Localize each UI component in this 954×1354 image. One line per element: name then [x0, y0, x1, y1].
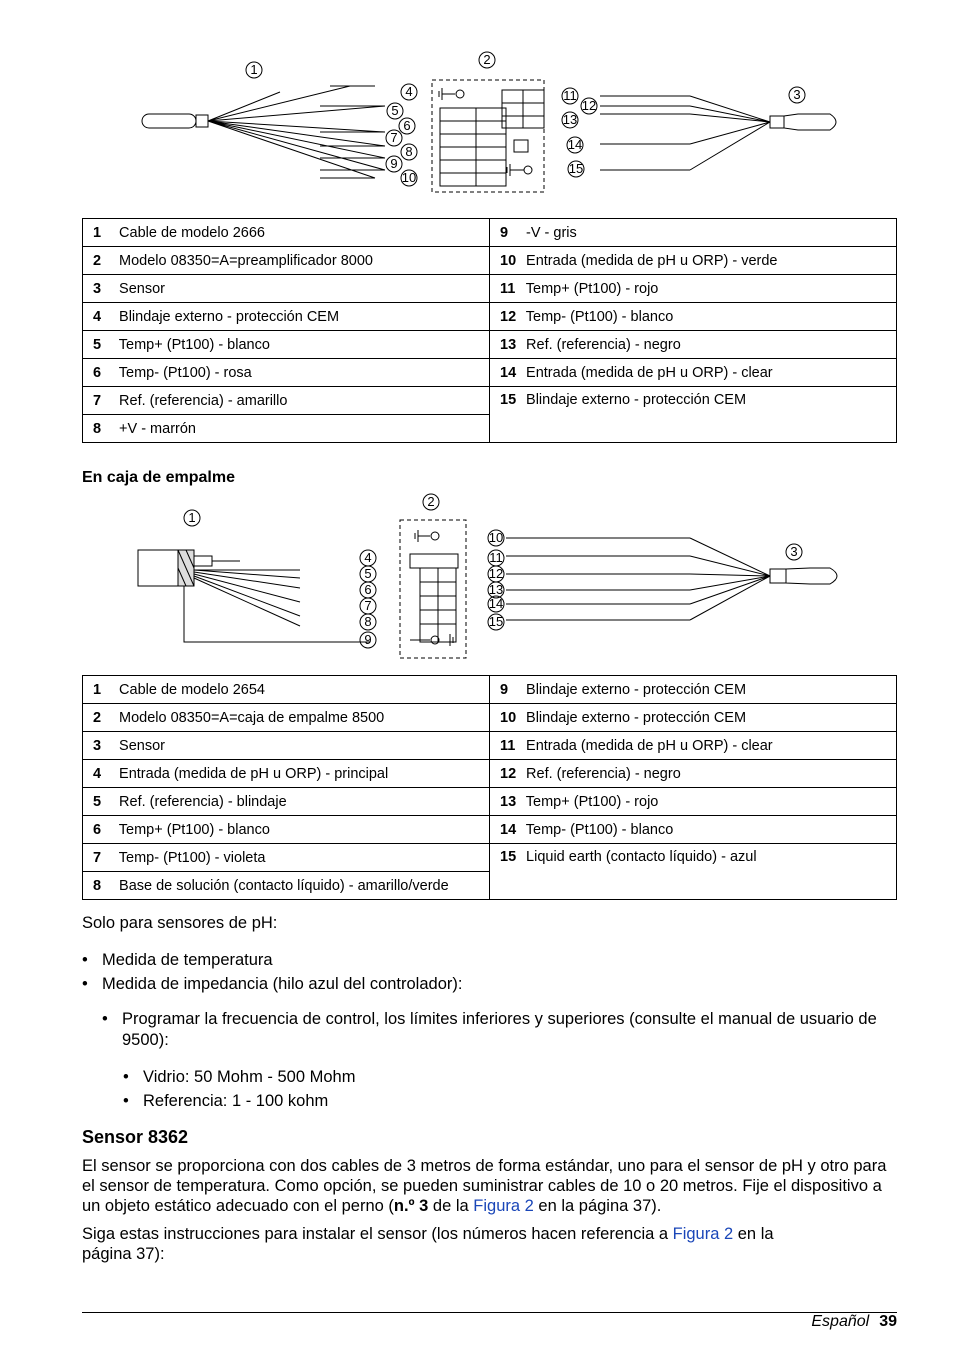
fig1-callout-11: 11: [563, 88, 577, 103]
table-row: 7 Temp- (Pt100) - violeta 15 Liquid earth (contacto líquido) - azul: [83, 844, 897, 872]
table-row: 4 Blindaje externo - protección CEM 12 Temp- (Pt100) - blanco: [83, 303, 897, 331]
fig1-callout-3: 3: [793, 87, 801, 102]
table-row: 3 Sensor 11 Temp+ (Pt100) - rojo: [83, 275, 897, 303]
table-row: 2 Modelo 08350=A=caja de empalme 8500 10 Blindaje externo - protección CEM: [83, 704, 897, 732]
list-item: • Referencia: 1 - 100 kohm: [123, 1089, 883, 1113]
fig1-callout-12: 12: [581, 98, 597, 113]
paragraph-1: El sensor se proporciona con dos cables de 3 metros de forma estándar, uno para el sensor de pH y otro para el sensor de temperatura. Como opción, se pueden suministrar cables de 10 o 20 metros. Fije el dispositivo a un objeto estático adecuado con el perno (n.º 3 de la Figura 2 en la página 37).: [82, 1157, 887, 1215]
table-row: 6 Temp- (Pt100) - rosa 14 Entrada (medida de pH u ORP) - clear: [83, 359, 897, 387]
page-footer: [811, 1313, 897, 1331]
subheading: En caja de empalme: [82, 469, 235, 486]
fig2-callout-7: 7: [364, 598, 372, 613]
bullet-list-level2: [102, 1009, 882, 1051]
fig1-callout-1: 1: [250, 62, 258, 77]
page-number: 39: [879, 1313, 897, 1330]
table-row: 1 Cable de modelo 2666 9 -V - gris: [83, 219, 897, 247]
table-row: 5 Ref. (referencia) - blindaje 13 Temp+ (Pt100) - rojo: [83, 788, 897, 816]
fig1-callout-6: 6: [403, 118, 411, 133]
fig2-callout-4: 4: [364, 550, 372, 565]
fig1-callout-7: 7: [390, 130, 398, 145]
table-row: 7 Ref. (referencia) - amarillo 15 Blindaje externo - protección CEM: [83, 387, 897, 415]
fig1-callout-2: 2: [483, 52, 491, 67]
legend-table-preamplifier: [82, 218, 897, 443]
table-row: 6 Temp+ (Pt100) - blanco 14 Temp- (Pt100) - blanco: [83, 816, 897, 844]
table-row: 5 Temp+ (Pt100) - blanco 13 Ref. (referencia) - negro: [83, 331, 897, 359]
fig2-callout-3: 3: [790, 544, 798, 559]
fig2-callout-13: 13: [488, 582, 504, 597]
fig2-callout-6: 6: [364, 582, 372, 597]
bullet-list-level1: [82, 948, 897, 996]
figure-2-link[interactable]: Figura 2: [473, 1197, 534, 1215]
fig1-callout-5: 5: [391, 103, 399, 118]
fig1-callout-13: 13: [562, 112, 578, 127]
footer-language: Español: [811, 1313, 870, 1330]
paragraph-2: Siga estas instrucciones para instalar el sensor (los números hacen referencia a Figura 2 en la página 37):: [82, 1225, 774, 1263]
list-item: • Medida de temperatura: [82, 948, 897, 972]
fig2-callout-2: 2: [427, 494, 435, 509]
fig2-callout-8: 8: [364, 614, 372, 629]
fig1-callout-10: 10: [401, 170, 417, 185]
fig2-callout-12: 12: [488, 566, 504, 581]
fig2-callout-1: 1: [188, 510, 196, 525]
list-item: • Vidrio: 50 Mohm - 500 Mohm: [123, 1065, 883, 1089]
footer-divider: [82, 1312, 897, 1313]
figure-2-link[interactable]: Figura 2: [672, 1225, 734, 1243]
table-row: 4 Entrada (medida de pH u ORP) - principal 12 Ref. (referencia) - negro: [83, 760, 897, 788]
table-row: 3 Sensor 11 Entrada (medida de pH u ORP) - clear: [83, 732, 897, 760]
fig1-callout-14: 14: [567, 137, 583, 152]
fig2-callout-14: 14: [488, 596, 504, 611]
wiring-diagram-preamplifier: [130, 48, 850, 198]
fig2-callout-5: 5: [364, 566, 372, 581]
table-row: 8 +V - marrón: [83, 415, 897, 443]
ph-only-note: Solo para sensores de pH:: [82, 914, 278, 932]
fig2-callout-15: 15: [488, 614, 504, 629]
list-item: • Medida de impedancia (hilo azul del controlador):: [82, 972, 897, 996]
fig2-callout-11: 11: [489, 550, 503, 565]
table-row: 2 Modelo 08350=A=preamplificador 8000 10 Entrada (medida de pH u ORP) - verde: [83, 247, 897, 275]
fig1-callout-9: 9: [390, 156, 398, 171]
bullet-list-level3: [123, 1065, 883, 1113]
table-row: 8 Base de solución (contacto líquido) - amarillo/verde: [83, 872, 897, 900]
legend-table-junction-box: [82, 675, 897, 900]
fig2-callout-9: 9: [364, 632, 372, 647]
fig1-callout-8: 8: [405, 144, 413, 159]
fig1-callout-15: 15: [568, 161, 584, 176]
table-row: 1 Cable de modelo 2654 9 Blindaje externo - protección CEM: [83, 676, 897, 704]
fig1-callout-4: 4: [405, 84, 413, 99]
section-title: Sensor 8362: [82, 1127, 189, 1147]
fig2-callout-10: 10: [488, 530, 504, 545]
wiring-diagram-junction-box: [130, 492, 850, 662]
list-item: • Programar la frecuencia de control, los límites inferiores y superiores (consulte el manual de usuario de 9500):: [102, 1009, 882, 1051]
